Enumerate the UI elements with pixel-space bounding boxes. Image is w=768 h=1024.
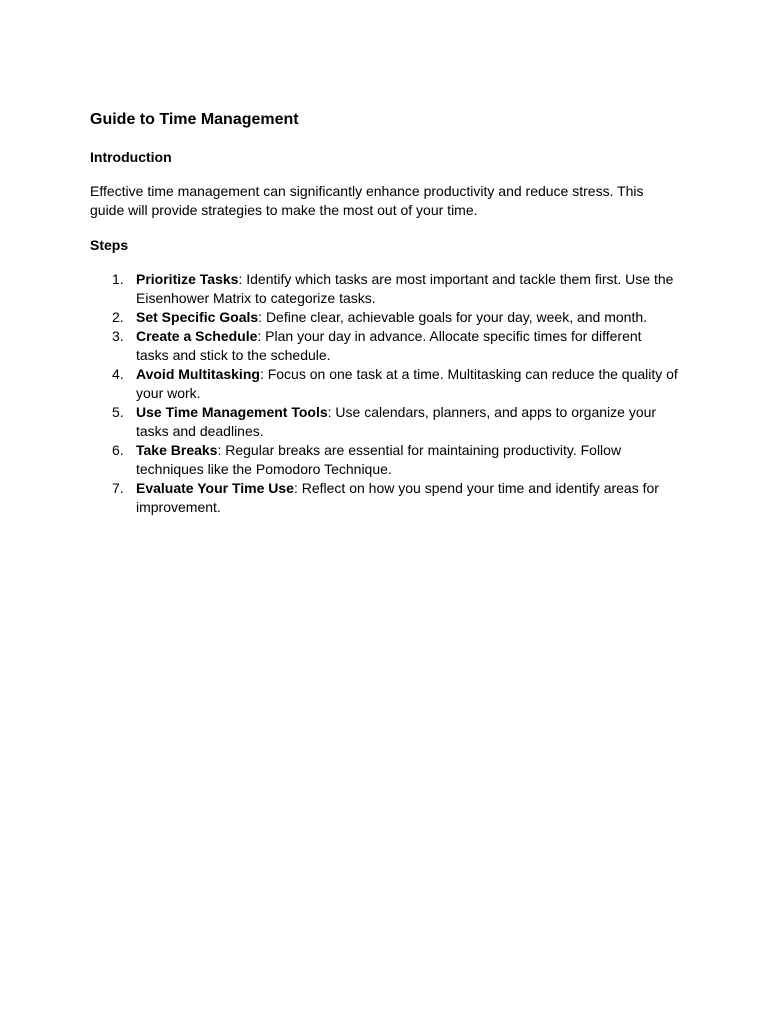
step-text: : Regular breaks are essential for maintaining productivity. Follow techniques like the Pomodoro Technique. bbox=[136, 442, 622, 477]
step-number: 6. bbox=[112, 442, 124, 458]
step-title: Prioritize Tasks bbox=[136, 271, 239, 287]
step-number: 2. bbox=[112, 309, 124, 325]
steps-heading: Steps bbox=[90, 237, 129, 253]
step-item bbox=[90, 479, 678, 517]
step-number: 3. bbox=[112, 328, 124, 344]
introduction-heading: Introduction bbox=[90, 149, 172, 165]
step-item bbox=[90, 308, 678, 327]
step-text: : Define clear, achievable goals for your day, week, and month. bbox=[258, 309, 648, 325]
introduction-text: Effective time management can significantly enhance productivity and reduce stress. This guide will provide strategies to make the most out of your time. bbox=[90, 183, 644, 218]
step-text: : Use calendars, planners, and apps to organize your tasks and deadlines. bbox=[136, 404, 657, 439]
step-text: : Plan your day in advance. Allocate specific times for different tasks and stick to the schedule. bbox=[136, 328, 642, 363]
step-item bbox=[90, 365, 678, 403]
step-number: 5. bbox=[112, 404, 124, 420]
step-title: Evaluate Your Time Use bbox=[136, 480, 294, 496]
step-item bbox=[90, 403, 678, 441]
step-number: 4. bbox=[112, 366, 124, 382]
step-title: Take Breaks bbox=[136, 442, 218, 458]
step-text: : Identify which tasks are most important and tackle them first. Use the Eisenhower Matrix to categorize tasks. bbox=[136, 271, 674, 306]
step-title: Use Time Management Tools bbox=[136, 404, 328, 420]
step-title: Set Specific Goals bbox=[136, 309, 259, 325]
steps-list bbox=[90, 270, 678, 517]
step-number: 1. bbox=[112, 271, 124, 287]
document-title: Guide to Time Management bbox=[90, 111, 299, 128]
step-title: Create a Schedule bbox=[136, 328, 258, 344]
step-item bbox=[90, 327, 678, 365]
step-item bbox=[90, 441, 678, 479]
step-number: 7. bbox=[112, 480, 124, 496]
step-item bbox=[90, 270, 678, 308]
step-text: : Reflect on how you spend your time and identify areas for improvement. bbox=[136, 480, 659, 515]
step-text: : Focus on one task at a time. Multitasking can reduce the quality of your work. bbox=[136, 366, 678, 401]
step-title: Avoid Multitasking bbox=[136, 366, 260, 382]
